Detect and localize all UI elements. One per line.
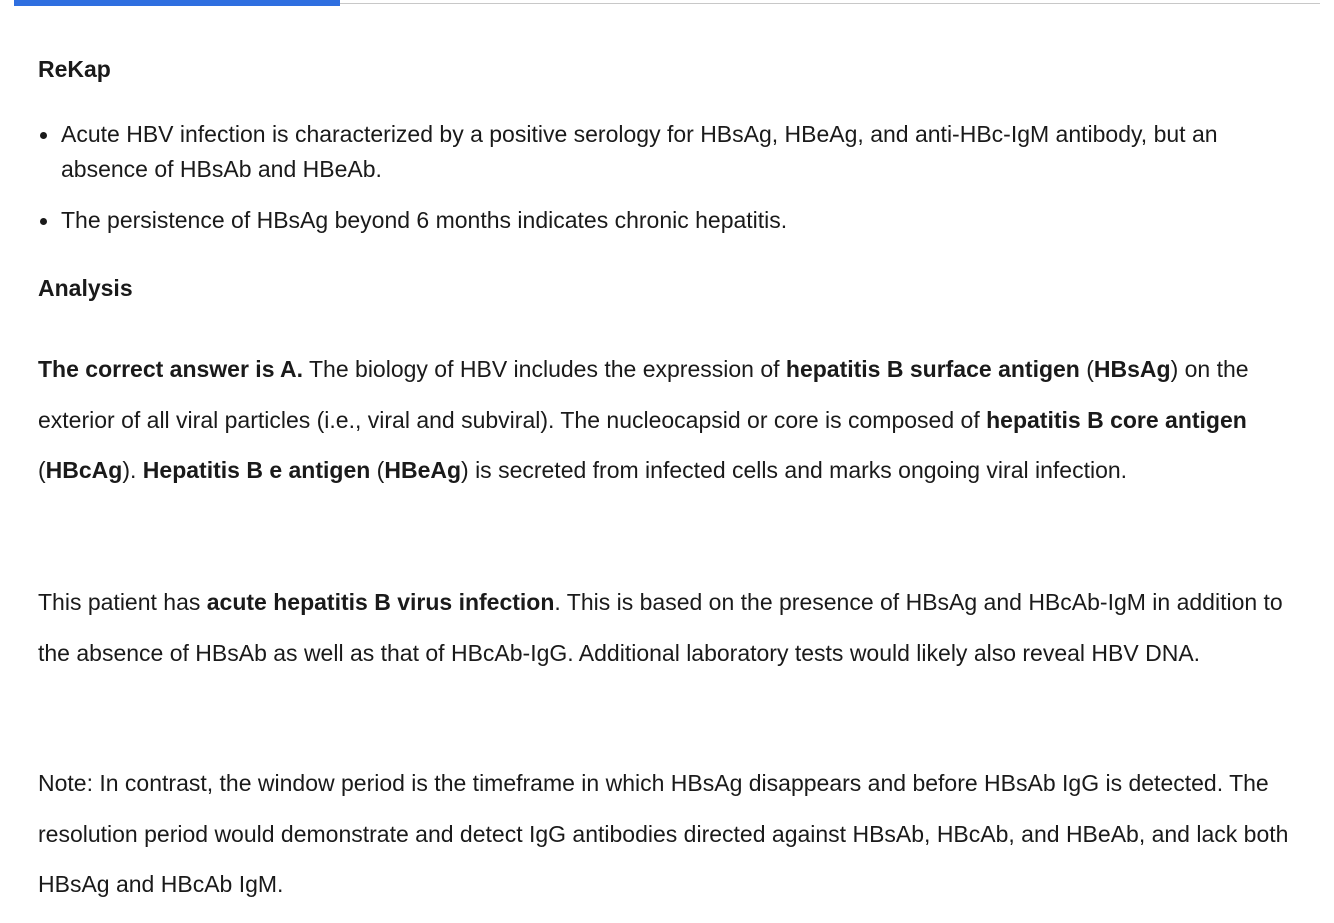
text-span: ) is secreted from infected cells and marks ongoing viral infection. bbox=[461, 457, 1128, 483]
correct-answer-statement: The correct answer is A. bbox=[38, 356, 304, 382]
analysis-heading: Analysis bbox=[38, 275, 133, 301]
rekap-heading: ReKap bbox=[38, 56, 111, 82]
active-tab-indicator[interactable] bbox=[14, 0, 340, 6]
bold-term: HBcAg bbox=[45, 457, 123, 483]
bold-term: HBsAg bbox=[1093, 356, 1171, 382]
tab-divider bbox=[340, 3, 1320, 4]
analysis-paragraph-diagnosis bbox=[38, 577, 1300, 678]
bold-term: hepatitis B core antigen bbox=[986, 406, 1247, 433]
text-span: ). bbox=[122, 457, 143, 483]
bold-term: acute hepatitis B virus infection bbox=[206, 589, 555, 615]
analysis-paragraph-note: Note: In contrast, the window period is the timeframe in which HBsAg disappears and before HBsAb IgG is detected. The resolution period would demonstrate and detect IgG antibodies directed against HBsAb, HBcAb, and HBeAb, and lack both HBsAg and HBcAb IgM. bbox=[38, 770, 1289, 897]
bold-term: Hepatitis B e antigen bbox=[142, 457, 371, 483]
tab-bar bbox=[14, 0, 1320, 6]
rekap-item: The persistence of HBsAg beyond 6 months indicates chronic hepatitis. bbox=[38, 203, 1298, 238]
bold-term: hepatitis B surface antigen bbox=[785, 356, 1080, 382]
text-span: The biology of HBV includes the expression of bbox=[303, 356, 786, 382]
text-span: ( bbox=[370, 457, 385, 483]
text-span: ( bbox=[1079, 356, 1094, 382]
analysis-paragraph-answer bbox=[38, 344, 1300, 496]
text-span: . This is based on the presence of HBsAg and HBcAb-IgM in addition to the absence of HBsAb as well as that of HBcAb-IgG. Additional laboratory tests would likely also reveal HBV DNA. bbox=[38, 589, 1283, 666]
text-span: ) on the exterior of all viral particles (i.e., viral and subviral). The nucleocapsid or core is composed of bbox=[38, 356, 1249, 433]
rekap-item: Acute HBV infection is characterized by a positive serology for HBsAg, HBeAg, and anti-HBc-IgM antibody, but an absence of HBsAb and HBeAb. bbox=[38, 117, 1298, 187]
text-span: ( bbox=[38, 457, 46, 483]
text-span: This patient has bbox=[38, 589, 207, 615]
bold-term: HBeAg bbox=[384, 457, 462, 483]
rekap-list bbox=[38, 117, 1298, 254]
